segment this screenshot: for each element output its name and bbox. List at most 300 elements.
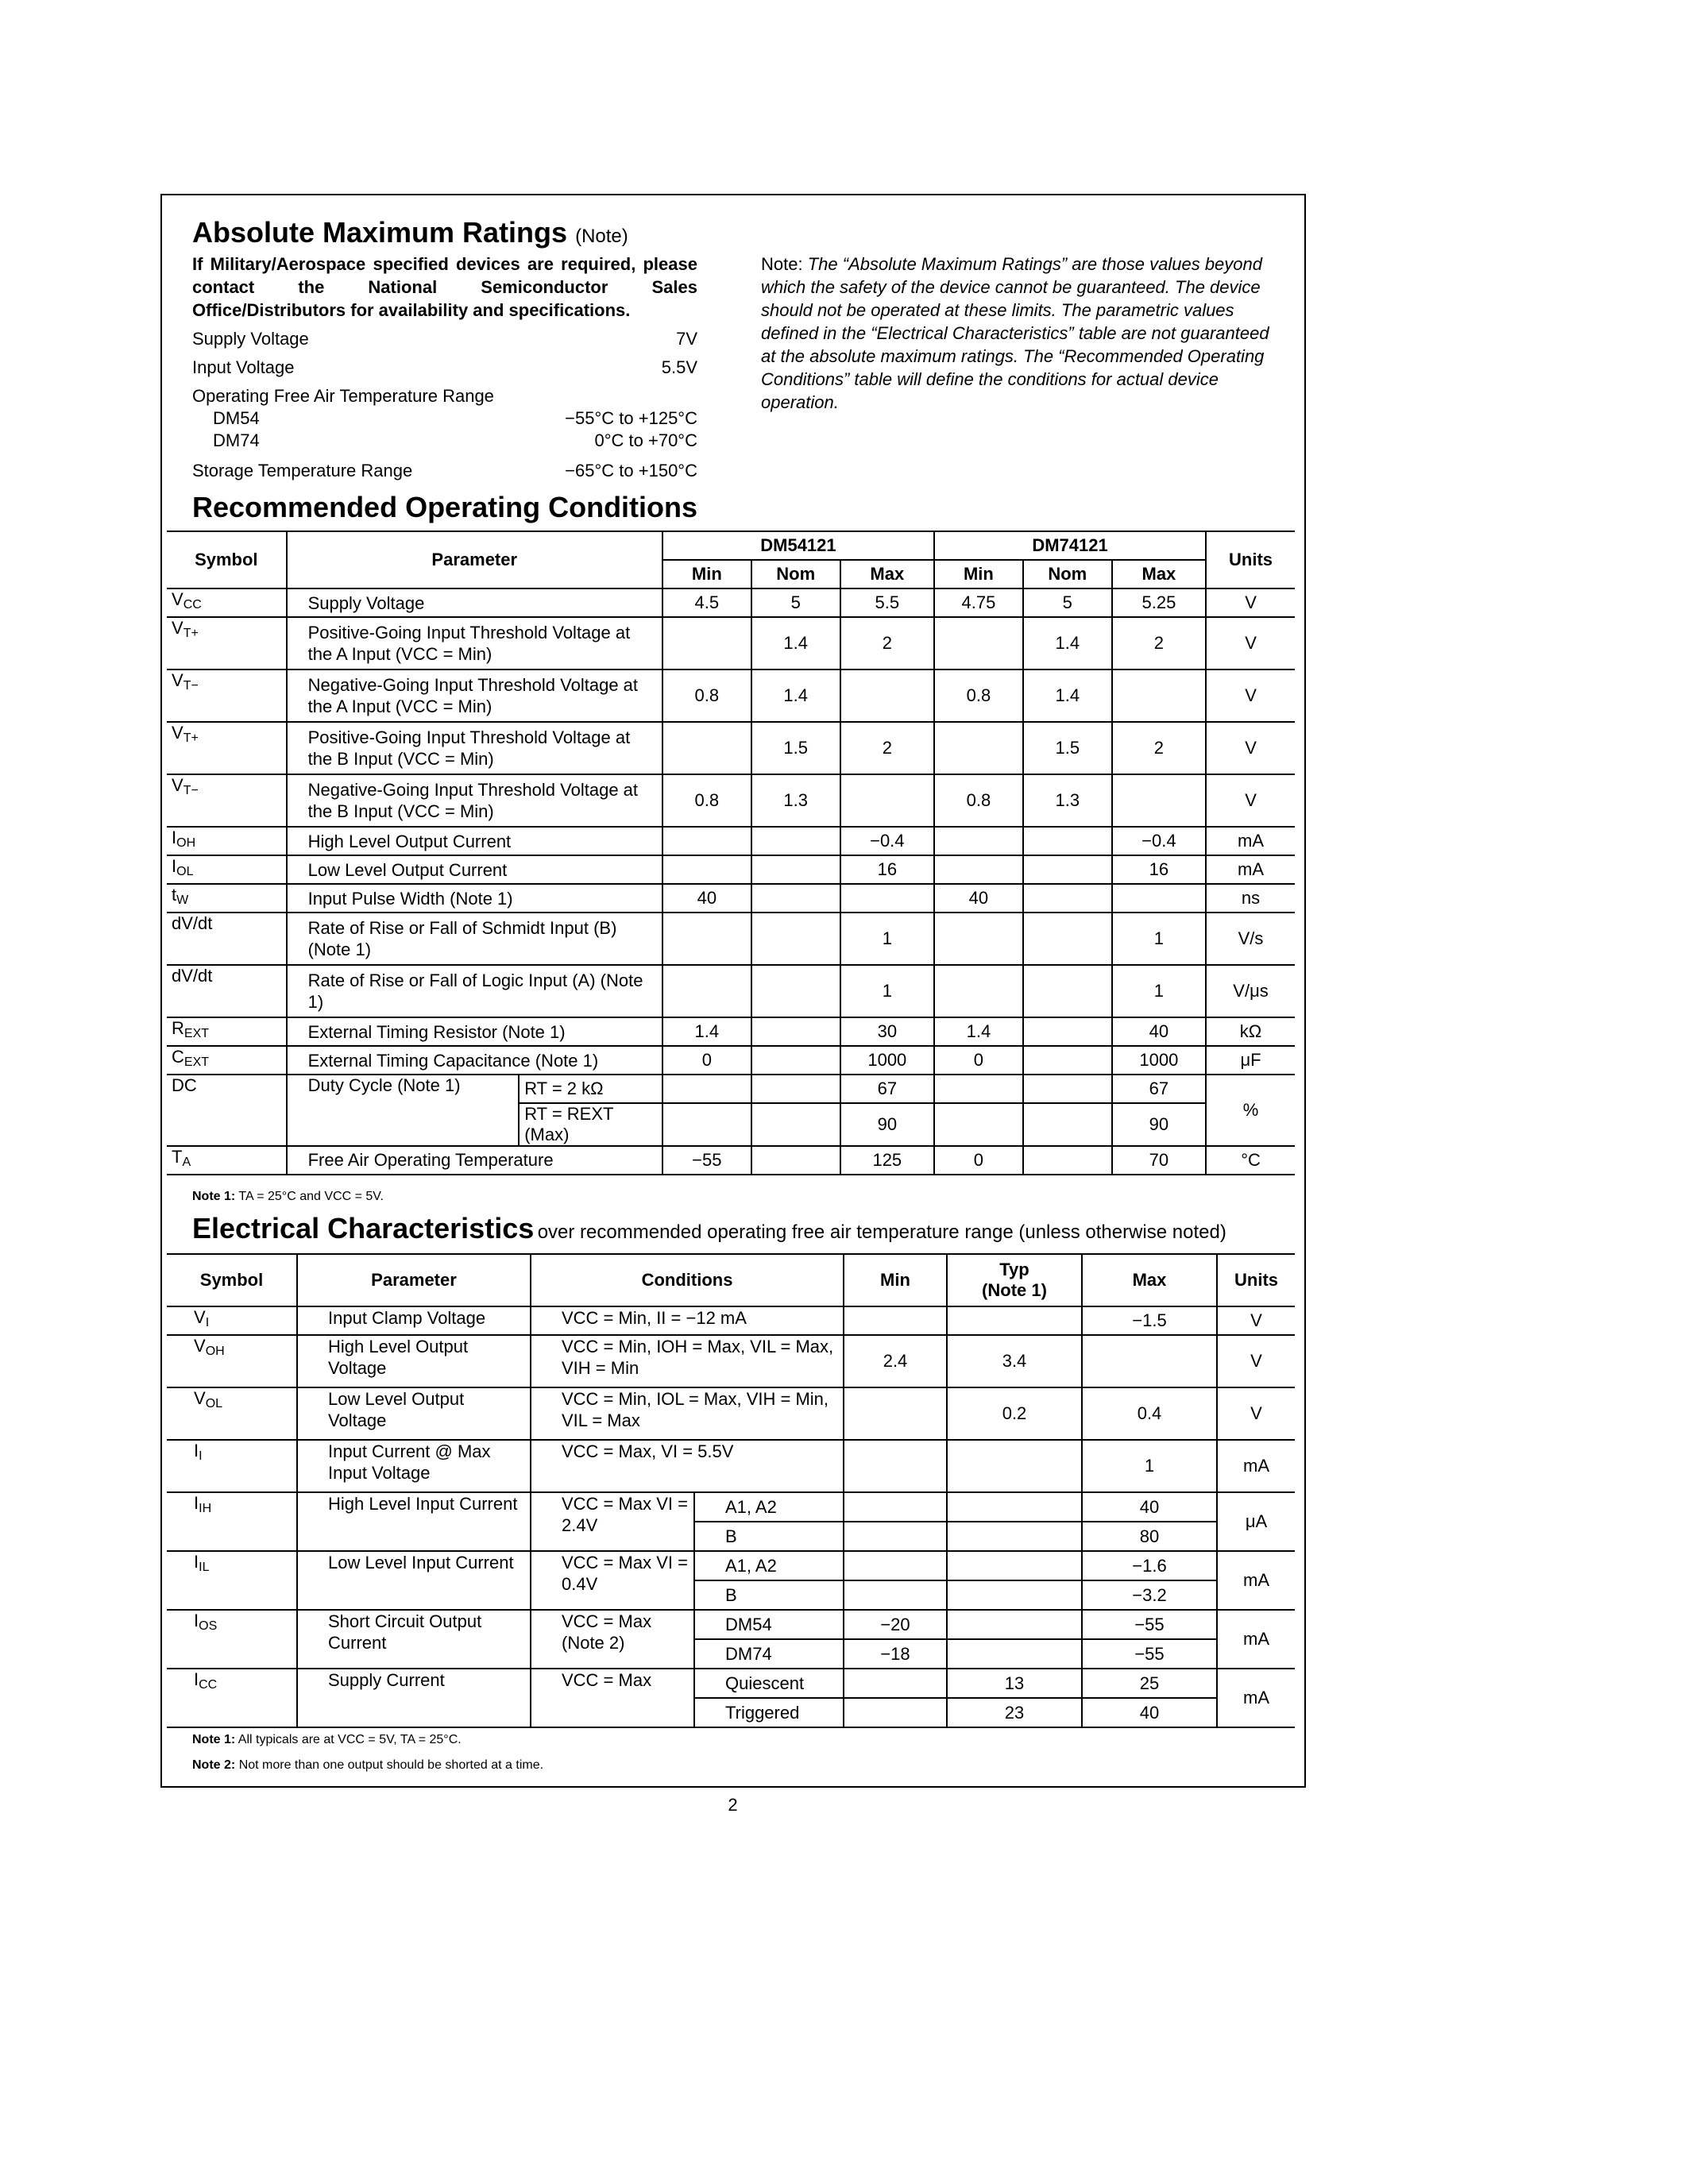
- symbol-cell: [167, 884, 287, 913]
- ec-title: [192, 1212, 1226, 1245]
- rating-row: [192, 430, 697, 453]
- ec-max: 40: [1082, 1492, 1217, 1522]
- roc-units: V: [1206, 774, 1295, 827]
- roc-value: 2: [840, 617, 934, 669]
- ec-subcondition: Triggered: [694, 1698, 844, 1727]
- ec-units: V: [1217, 1387, 1295, 1440]
- ec-min: [844, 1551, 947, 1580]
- roc-value: 5: [1023, 588, 1112, 617]
- roc-param: Free Air Operating Temperature: [287, 1146, 662, 1175]
- symbol-text: V: [194, 1307, 206, 1327]
- ec-subtitle: over recommended operating free air temperature range (unless otherwise noted): [537, 1221, 1226, 1243]
- roc-header-dm74: DM74121: [934, 531, 1206, 560]
- ec-row: [167, 1335, 1295, 1387]
- roc-header-dm54: DM54121: [662, 531, 934, 560]
- roc-value: 1.5: [751, 722, 840, 774]
- ec-units: V: [1217, 1335, 1295, 1387]
- roc-param: Supply Voltage: [287, 588, 662, 617]
- roc-value: [751, 827, 840, 855]
- roc-value: 16: [840, 855, 934, 884]
- symbol-cell: [167, 722, 287, 774]
- note-label: Note:: [761, 254, 803, 274]
- symbol-text: I: [194, 1669, 199, 1689]
- roc-value: [1023, 1046, 1112, 1075]
- ec-max: 80: [1082, 1522, 1217, 1551]
- symbol-text: I: [194, 1493, 199, 1513]
- roc-header-min: Min: [662, 560, 751, 588]
- roc-value: 0: [662, 1046, 751, 1075]
- symbol-subscript: OL: [205, 1397, 223, 1410]
- roc-row: [167, 588, 1295, 617]
- roc-condition: RT = REXT (Max): [519, 1103, 662, 1146]
- roc-units: mA: [1206, 827, 1295, 855]
- ec-condition: VCC = Max, VI = 5.5V: [531, 1440, 844, 1492]
- roc-param: Positive-Going Input Threshold Voltage at the A Input (VCC = Min): [287, 617, 662, 669]
- roc-units: V: [1206, 669, 1295, 722]
- roc-value: −0.4: [840, 827, 934, 855]
- ec-typ: [947, 1440, 1082, 1492]
- ec-note2-label: Note 2:: [192, 1758, 236, 1772]
- ec-header-units: Units: [1217, 1254, 1295, 1306]
- symbol-subscript: CC: [199, 1678, 218, 1692]
- ec-note1-text: All typicals are at VCC = 5V, TA = 25°C.: [238, 1733, 462, 1746]
- ec-max: 25: [1082, 1669, 1217, 1698]
- ec-min: 2.4: [844, 1335, 947, 1387]
- roc-value: 1.5: [1023, 722, 1112, 774]
- symbol-cell: [167, 1306, 297, 1335]
- rating-row: [192, 329, 697, 351]
- ec-row: [167, 1492, 1295, 1522]
- roc-param: Negative-Going Input Threshold Voltage at the B Input (VCC = Min): [287, 774, 662, 827]
- symbol-cell: DC: [167, 1075, 287, 1146]
- symbol-subscript: CC: [183, 598, 202, 612]
- roc-value: 1.4: [751, 669, 840, 722]
- roc-value: [1023, 1103, 1112, 1146]
- roc-value: 1: [840, 913, 934, 965]
- ec-header-typ-note: (Note 1): [982, 1280, 1047, 1300]
- symbol-text: V: [172, 670, 183, 690]
- roc-value: [1112, 669, 1206, 722]
- symbol-cell: [167, 774, 287, 827]
- ec-footnote-1: [192, 1733, 462, 1747]
- ec-header-max: Max: [1082, 1254, 1217, 1306]
- ec-max: 1: [1082, 1440, 1217, 1492]
- roc-units: %: [1206, 1075, 1295, 1146]
- symbol-cell: [167, 669, 287, 722]
- roc-value: −0.4: [1112, 827, 1206, 855]
- symbol-subscript: OL: [176, 865, 194, 878]
- symbol-cell: [167, 827, 287, 855]
- roc-value: 4.5: [662, 588, 751, 617]
- roc-value: 1.4: [1023, 669, 1112, 722]
- symbol-cell: [167, 913, 287, 965]
- roc-value: [1023, 855, 1112, 884]
- symbol-subscript: T−: [183, 784, 199, 797]
- roc-row: [167, 855, 1295, 884]
- ec-min: −20: [844, 1610, 947, 1639]
- roc-units: V/s: [1206, 913, 1295, 965]
- rating-value: 0°C to +70°C: [594, 430, 697, 450]
- roc-param: External Timing Resistor (Note 1): [287, 1017, 662, 1046]
- rating-row: [192, 408, 697, 430]
- symbol-text: I: [194, 1611, 199, 1630]
- roc-value: 67: [840, 1075, 934, 1103]
- roc-value: [662, 965, 751, 1017]
- rating-label: Operating Free Air Temperature Range: [192, 386, 494, 406]
- symbol-subscript: I: [205, 1316, 210, 1329]
- roc-row: [167, 617, 1295, 669]
- ec-min: [844, 1580, 947, 1610]
- roc-header-nom: Nom: [1023, 560, 1112, 588]
- roc-value: [662, 855, 751, 884]
- symbol-text: dV/dt: [172, 966, 213, 986]
- roc-row: [167, 827, 1295, 855]
- roc-value: 2: [840, 722, 934, 774]
- ec-condition: VCC = Max VI = 0.4V: [531, 1551, 694, 1610]
- ec-table: [167, 1253, 1295, 1728]
- roc-value: [934, 722, 1023, 774]
- ec-typ: [947, 1551, 1082, 1580]
- abs-max-note: [761, 253, 1269, 414]
- ec-min: [844, 1522, 947, 1551]
- roc-body: [167, 588, 1295, 1175]
- roc-value: 0.8: [662, 774, 751, 827]
- rating-value: −55°C to +125°C: [565, 408, 697, 428]
- symbol-subscript: OS: [199, 1619, 218, 1633]
- roc-value: 1.4: [662, 1017, 751, 1046]
- symbol-text: V: [194, 1388, 206, 1408]
- ec-units: μA: [1217, 1492, 1295, 1551]
- roc-value: 16: [1112, 855, 1206, 884]
- roc-value: [662, 617, 751, 669]
- ec-footnote-2: [192, 1758, 543, 1773]
- symbol-cell: [167, 617, 287, 669]
- roc-value: 2: [1112, 617, 1206, 669]
- ec-min: [844, 1387, 947, 1440]
- roc-value: [662, 913, 751, 965]
- roc-row: [167, 1046, 1295, 1075]
- roc-value: [1023, 1075, 1112, 1103]
- symbol-cell: [167, 1610, 297, 1669]
- symbol-text: I: [172, 828, 177, 847]
- rating-value: 7V: [676, 329, 697, 349]
- ec-condition: VCC = Max VI = 2.4V: [531, 1492, 694, 1551]
- ec-header-conditions: Conditions: [531, 1254, 844, 1306]
- ec-units: mA: [1217, 1610, 1295, 1669]
- roc-value: 0: [934, 1146, 1023, 1175]
- ec-typ: [947, 1306, 1082, 1335]
- rating-row: [192, 386, 697, 408]
- roc-value: [662, 722, 751, 774]
- roc-units: V: [1206, 722, 1295, 774]
- roc-value: 1: [1112, 913, 1206, 965]
- roc-units: °C: [1206, 1146, 1295, 1175]
- roc-value: 40: [662, 884, 751, 913]
- roc-value: 1.3: [751, 774, 840, 827]
- roc-value: [662, 1075, 751, 1103]
- ec-header-typ: [947, 1254, 1082, 1306]
- roc-units: kΩ: [1206, 1017, 1295, 1046]
- ec-max: −3.2: [1082, 1580, 1217, 1610]
- roc-value: [751, 1046, 840, 1075]
- roc-units: V: [1206, 617, 1295, 669]
- symbol-text: C: [172, 1047, 184, 1067]
- ec-param: Supply Current: [297, 1669, 531, 1727]
- symbol-cell: [167, 1146, 287, 1175]
- symbol-subscript: T+: [183, 627, 199, 640]
- ec-subcondition: A1, A2: [694, 1551, 844, 1580]
- abs-max-heading: Absolute Maximum Ratings: [192, 216, 568, 249]
- ec-param: Low Level Output Voltage: [297, 1387, 531, 1440]
- ec-row: [167, 1669, 1295, 1698]
- ec-subcondition: DM74: [694, 1639, 844, 1669]
- roc-units: ns: [1206, 884, 1295, 913]
- rating-label: DM54: [213, 408, 260, 428]
- roc-value: 4.75: [934, 588, 1023, 617]
- roc-row: [167, 1017, 1295, 1046]
- symbol-cell: [167, 1440, 297, 1492]
- ec-typ: 3.4: [947, 1335, 1082, 1387]
- military-note: If Military/Aerospace specified devices are required, please contact the National Semiconductor Sales Office/Distributors for availability and specifications.: [192, 254, 697, 320]
- abs-max-title-note: (Note): [575, 226, 628, 247]
- ec-typ: [947, 1639, 1082, 1669]
- ec-row: [167, 1610, 1295, 1639]
- roc-value: −55: [662, 1146, 751, 1175]
- symbol-subscript: I: [199, 1449, 203, 1463]
- roc-value: [751, 1075, 840, 1103]
- roc-value: [934, 913, 1023, 965]
- roc-param: Rate of Rise or Fall of Logic Input (A) (Note 1): [287, 965, 662, 1017]
- symbol-subscript: T−: [183, 679, 199, 693]
- roc-value: 1: [1112, 965, 1206, 1017]
- ec-subcondition: Quiescent: [694, 1669, 844, 1698]
- roc-value: [934, 965, 1023, 1017]
- ec-param: High Level Input Current: [297, 1492, 531, 1551]
- ec-typ: 13: [947, 1669, 1082, 1698]
- symbol-subscript: IH: [199, 1502, 212, 1515]
- roc-row: [167, 722, 1295, 774]
- symbol-subscript: A: [182, 1156, 191, 1169]
- roc-value: [840, 884, 934, 913]
- ec-param: Low Level Input Current: [297, 1551, 531, 1610]
- roc-header-min: Min: [934, 560, 1023, 588]
- roc-value: [1023, 884, 1112, 913]
- symbol-cell: [167, 588, 287, 617]
- ec-units: mA: [1217, 1669, 1295, 1727]
- rating-value: −65°C to +150°C: [565, 461, 697, 480]
- symbol-cell: [167, 1387, 297, 1440]
- roc-param: Rate of Rise or Fall of Schmidt Input (B) (Note 1): [287, 913, 662, 965]
- roc-param: External Timing Capacitance (Note 1): [287, 1046, 662, 1075]
- roc-value: 70: [1112, 1146, 1206, 1175]
- roc-value: [751, 1017, 840, 1046]
- roc-header-symbol: Symbol: [167, 531, 287, 588]
- roc-value: [1112, 884, 1206, 913]
- symbol-text: I: [194, 1441, 199, 1461]
- roc-value: 2: [1112, 722, 1206, 774]
- roc-value: 40: [1112, 1017, 1206, 1046]
- roc-value: [1023, 1017, 1112, 1046]
- roc-param: Positive-Going Input Threshold Voltage at the B Input (VCC = Min): [287, 722, 662, 774]
- roc-value: 40: [934, 884, 1023, 913]
- roc-header-nom: Nom: [751, 560, 840, 588]
- ec-units: mA: [1217, 1440, 1295, 1492]
- roc-value: 1000: [1112, 1046, 1206, 1075]
- ec-typ: [947, 1580, 1082, 1610]
- symbol-text: V: [194, 1336, 206, 1356]
- symbol-cell: [167, 1669, 297, 1727]
- roc-row: [167, 774, 1295, 827]
- ec-subcondition: A1, A2: [694, 1492, 844, 1522]
- ec-max: −1.6: [1082, 1551, 1217, 1580]
- roc-footnote: [192, 1190, 384, 1204]
- ec-param: High Level Output Voltage: [297, 1335, 531, 1387]
- symbol-cell: [167, 1551, 297, 1610]
- ec-condition: VCC = Min, IOL = Max, VIH = Min, VIL = Max: [531, 1387, 844, 1440]
- ec-header-min: Min: [844, 1254, 947, 1306]
- symbol-text: I: [172, 856, 177, 876]
- symbol-subscript: OH: [205, 1345, 225, 1358]
- ec-row: [167, 1387, 1295, 1440]
- symbol-subscript: IL: [199, 1561, 210, 1574]
- roc-units: V: [1206, 588, 1295, 617]
- ec-typ: [947, 1610, 1082, 1639]
- roc-title: Recommended Operating Conditions: [192, 491, 698, 523]
- ec-subcondition: B: [694, 1522, 844, 1551]
- roc-value: 1: [840, 965, 934, 1017]
- rating-label: Input Voltage: [192, 357, 295, 377]
- ec-param: Input Current @ Max Input Voltage: [297, 1440, 531, 1492]
- ec-min: [844, 1306, 947, 1335]
- roc-header-parameter: Parameter: [287, 531, 662, 588]
- roc-value: 5: [751, 588, 840, 617]
- roc-value: [1023, 965, 1112, 1017]
- ec-units: V: [1217, 1306, 1295, 1335]
- symbol-text: R: [172, 1018, 184, 1038]
- roc-value: 0.8: [934, 669, 1023, 722]
- page-number: 2: [728, 1795, 738, 1815]
- roc-value: [840, 774, 934, 827]
- roc-value: 67: [1112, 1075, 1206, 1103]
- ec-typ: 23: [947, 1698, 1082, 1727]
- ec-min: −18: [844, 1639, 947, 1669]
- ec-max: −55: [1082, 1610, 1217, 1639]
- symbol-subscript: W: [176, 893, 189, 907]
- ec-condition: VCC = Min, IOH = Max, VIL = Max, VIH = Min: [531, 1335, 844, 1387]
- roc-value: 5.25: [1112, 588, 1206, 617]
- ec-typ: [947, 1522, 1082, 1551]
- rating-row: [192, 357, 697, 380]
- ec-subcondition: B: [694, 1580, 844, 1610]
- roc-value: [1112, 774, 1206, 827]
- roc-param: Low Level Output Current: [287, 855, 662, 884]
- ec-condition: VCC = Max: [531, 1669, 694, 1727]
- roc-value: [751, 855, 840, 884]
- ec-note2-text: Not more than one output should be shorted at a time.: [238, 1758, 544, 1772]
- symbol-subscript: EXT: [183, 1055, 210, 1069]
- roc-row-dc: [167, 1075, 1295, 1103]
- note-text: The “Absolute Maximum Ratings” are those values beyond which the safety of the device cannot be guaranteed. The device should not be operated at these limits. The parametric values defined in the “Electrical Characteristics” table are not guaranteed at the absolute maximum ratings. The “Recommended Operating Conditions” table will define the conditions for actual device operation.: [761, 254, 1269, 412]
- roc-table: [167, 531, 1295, 1175]
- symbol-cell: [167, 1335, 297, 1387]
- roc-value: 0.8: [934, 774, 1023, 827]
- roc-header-max: Max: [840, 560, 934, 588]
- roc-header-max: Max: [1112, 560, 1206, 588]
- ec-row: [167, 1551, 1295, 1580]
- ec-max: −1.5: [1082, 1306, 1217, 1335]
- symbol-cell: [167, 1017, 287, 1046]
- ec-units: mA: [1217, 1551, 1295, 1610]
- roc-value: 90: [1112, 1103, 1206, 1146]
- roc-row: [167, 669, 1295, 722]
- ec-param: Short Circuit Output Current: [297, 1610, 531, 1669]
- roc-param: High Level Output Current: [287, 827, 662, 855]
- symbol-text: V: [172, 589, 183, 609]
- roc-note-text: TA = 25°C and VCC = 5V.: [238, 1190, 384, 1203]
- roc-value: [1023, 913, 1112, 965]
- roc-value: 125: [840, 1146, 934, 1175]
- abs-max-title: [192, 216, 628, 249]
- symbol-text: t: [172, 885, 177, 905]
- roc-value: 1000: [840, 1046, 934, 1075]
- roc-value: [751, 965, 840, 1017]
- roc-value: [1023, 827, 1112, 855]
- roc-units: V/μs: [1206, 965, 1295, 1017]
- rating-label: Supply Voltage: [192, 329, 309, 349]
- roc-row: [167, 965, 1295, 1017]
- roc-value: [751, 1103, 840, 1146]
- roc-units: μF: [1206, 1046, 1295, 1075]
- roc-value: [934, 1103, 1023, 1146]
- symbol-text: V: [172, 775, 183, 795]
- symbol-cell: [167, 965, 287, 1017]
- ec-max: [1082, 1335, 1217, 1387]
- ec-body: [167, 1306, 1295, 1727]
- symbol-cell: [167, 1046, 287, 1075]
- ec-typ: [947, 1492, 1082, 1522]
- ec-row: [167, 1306, 1295, 1335]
- ec-row: [167, 1440, 1295, 1492]
- roc-value: 1.4: [934, 1017, 1023, 1046]
- roc-value: [751, 884, 840, 913]
- symbol-text: I: [194, 1552, 199, 1572]
- roc-value: 1.4: [751, 617, 840, 669]
- roc-header-units: Units: [1206, 531, 1295, 588]
- roc-param: Input Pulse Width (Note 1): [287, 884, 662, 913]
- ec-max: 0.4: [1082, 1387, 1217, 1440]
- ec-note1-label: Note 1:: [192, 1733, 236, 1746]
- roc-value: 1.4: [1023, 617, 1112, 669]
- roc-value: [840, 669, 934, 722]
- ec-heading: Electrical Characteristics: [192, 1212, 535, 1244]
- ec-header-symbol: Symbol: [167, 1254, 297, 1306]
- ec-min: [844, 1492, 947, 1522]
- symbol-subscript: OH: [176, 836, 196, 850]
- ec-param: Input Clamp Voltage: [297, 1306, 531, 1335]
- rating-value: 5.5V: [661, 357, 697, 377]
- roc-value: [662, 827, 751, 855]
- ec-max: −55: [1082, 1639, 1217, 1669]
- symbol-subscript: EXT: [183, 1027, 210, 1040]
- ec-condition: VCC = Max (Note 2): [531, 1610, 694, 1669]
- ec-typ: 0.2: [947, 1387, 1082, 1440]
- roc-value: 5.5: [840, 588, 934, 617]
- symbol-text: V: [172, 618, 183, 638]
- roc-value: 1.3: [1023, 774, 1112, 827]
- roc-value: [934, 617, 1023, 669]
- roc-units: mA: [1206, 855, 1295, 884]
- roc-value: 0: [934, 1046, 1023, 1075]
